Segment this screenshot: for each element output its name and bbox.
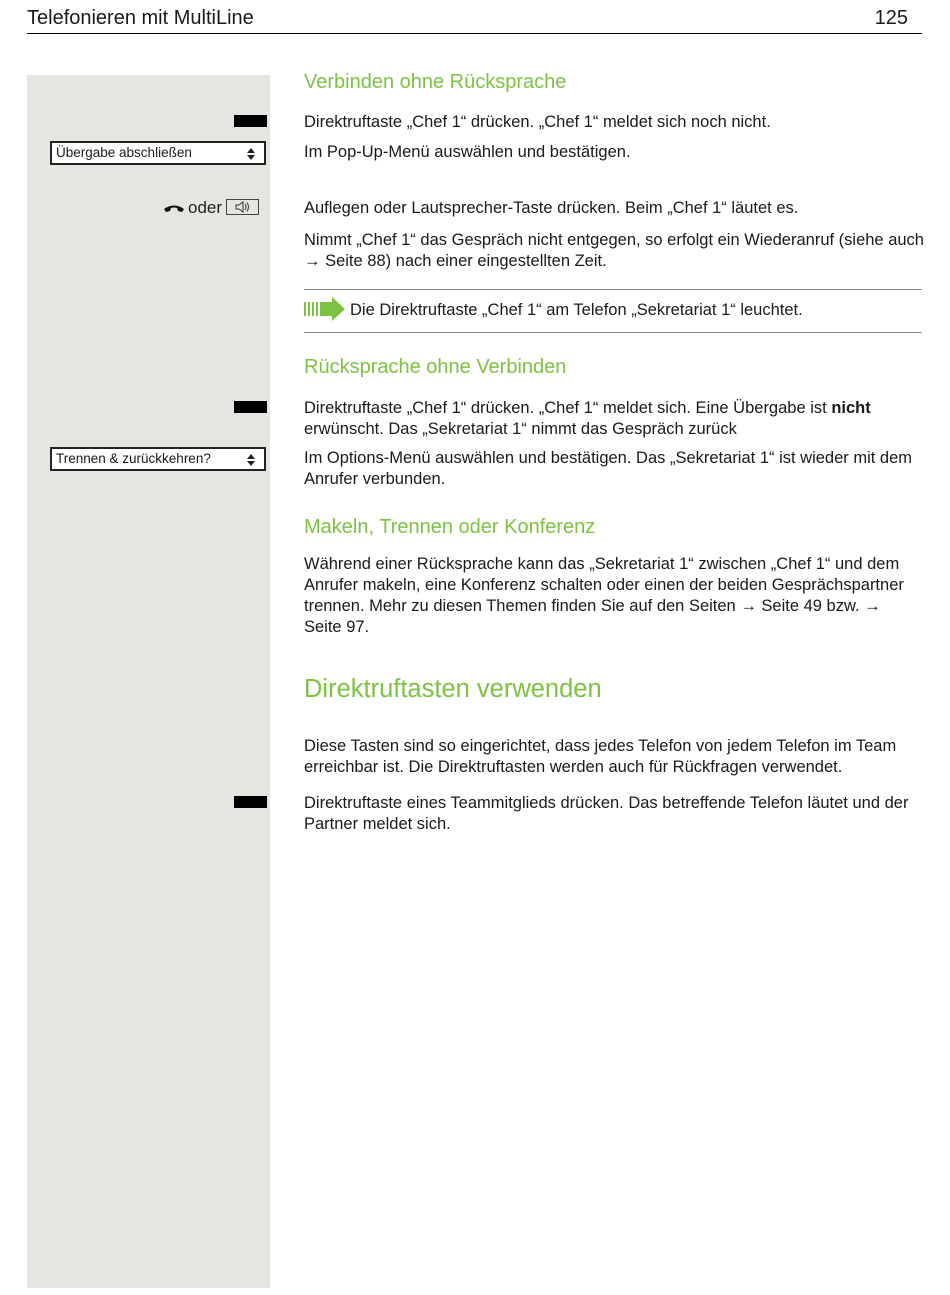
paragraph: Im Options-Menü auswählen und bestätigen. Das „Sekretariat 1“ ist wieder mit dem Anrufer verbunden. [304, 449, 913, 488]
paragraph: Während einer Rücksprache kann das „Sekretariat 1“ zwischen „Chef 1“ und dem Anrufer makeln, eine Konferenz schalten oder einen der beiden Gesprächspartner trennen. Mehr zu diesen Themen finden Sie auf den Seiten → Seite 49 bzw. → Seite 97. [304, 555, 904, 636]
direct-call-key-icon [234, 401, 267, 413]
note [304, 297, 803, 321]
text-run: erwünscht. Das „Sekretariat 1“ nimmt das Gespräch zurück [304, 420, 737, 438]
direct-call-key-icon [234, 115, 267, 127]
section-heading: Rücksprache ohne Verbinden [304, 356, 567, 378]
section-heading: Makeln, Trennen oder Konferenz [304, 516, 596, 538]
paragraph: Im Pop-Up-Menü auswählen und bestätigen. [304, 143, 631, 161]
divider [304, 332, 922, 333]
menu-label: Trennen & zurückkehren? [56, 451, 211, 466]
page-header [27, 6, 922, 34]
options-menu-entry[interactable] [50, 447, 266, 471]
paragraph [304, 398, 924, 440]
instruction-sidebar [27, 75, 270, 1288]
popup-menu-entry[interactable] [50, 141, 266, 165]
direct-call-key-icon [234, 796, 267, 808]
menu-label: Übergabe abschließen [56, 145, 192, 160]
arrow-updown-icon [247, 454, 255, 466]
paragraph: Diese Tasten sind so eingerichtet, dass jedes Telefon von jedem Telefon im Team erreichbar ist. Die Direktruftasten werden auch für Rückfragen verwendet. [304, 737, 897, 776]
section-heading: Verbinden ohne Rücksprache [304, 71, 567, 93]
running-title: Telefonieren mit MultiLine [27, 7, 254, 29]
paragraph: Nimmt „Chef 1“ das Gespräch nicht entgegen, so erfolgt ein Wiederanruf (siehe auch → Seite 88) nach einer eingestellten Zeit. [304, 231, 924, 270]
paragraph: Auflegen oder Lautsprecher-Taste drücken. Beim „Chef 1“ läutet es. [304, 199, 799, 217]
paragraph: Direktruftaste eines Teammitglieds drücken. Das betreffende Telefon läutet und der Partner meldet sich. [304, 794, 909, 833]
note-arrow-icon [304, 297, 346, 321]
divider [304, 289, 922, 290]
page-number: 125 [874, 7, 908, 29]
arrow-updown-icon [247, 148, 255, 160]
speaker-icon [226, 199, 259, 215]
note-text: Die Direktruftaste „Chef 1“ am Telefon „Sekretariat 1“ leuchtet. [350, 301, 803, 319]
hangup-icon [162, 203, 186, 217]
oder-label: oder [188, 198, 223, 217]
chapter-heading: Direktruftasten verwenden [304, 675, 602, 703]
paragraph: Direktruftaste „Chef 1“ drücken. „Chef 1“ meldet sich noch nicht. [304, 113, 771, 131]
emphasis: nicht [831, 399, 871, 417]
text-run: Direktruftaste „Chef 1“ drücken. „Chef 1“ meldet sich. Eine Übergabe ist [304, 399, 832, 417]
hangup-or-speaker [162, 198, 259, 218]
